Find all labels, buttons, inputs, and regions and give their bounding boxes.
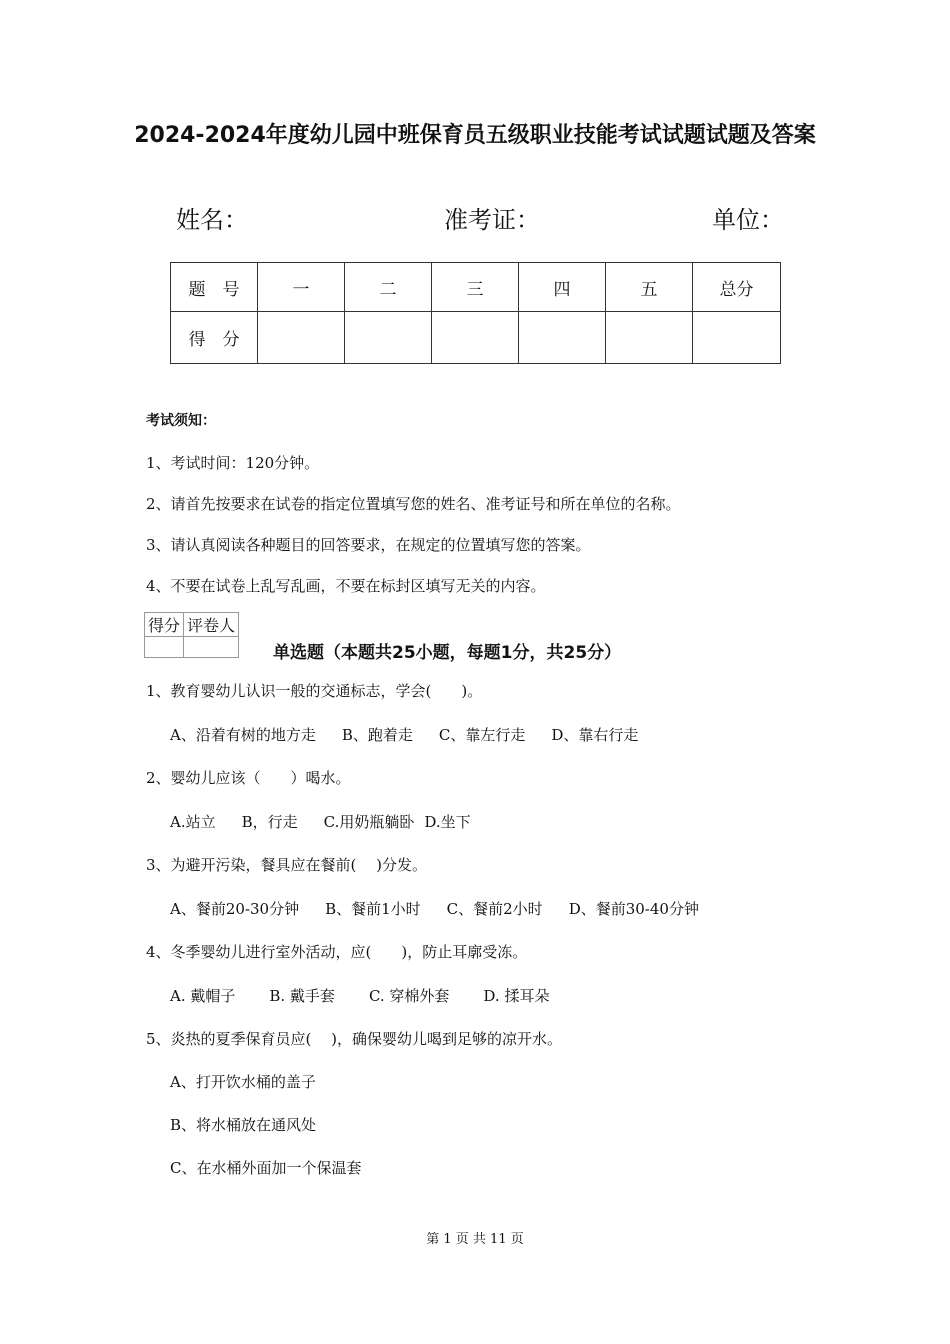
score-entry-cell[interactable]	[258, 312, 345, 364]
notice-item: 2、请首先按要求在试卷的指定位置填写您的姓名、准考证号和所在单位的名称。	[146, 495, 681, 513]
option-b[interactable]: B，行走	[241, 813, 298, 831]
grader-name-cell[interactable]	[184, 637, 239, 658]
score-table-header-row	[171, 263, 781, 312]
option-c[interactable]: C、在水桶外面加一个保温套	[170, 1159, 362, 1177]
option-a[interactable]: A、沿着有树的地方走	[170, 726, 316, 744]
score-entry-cell[interactable]	[693, 312, 781, 364]
grader-name-label: 评卷人	[184, 613, 239, 637]
notice-item: 1、考试时间：120分钟。	[146, 454, 320, 472]
score-cell-label: 题 号	[171, 263, 258, 312]
score-entry-cell[interactable]	[606, 312, 693, 364]
unit-field-label: 单位：	[712, 206, 784, 234]
document-title: 2024-2024年度幼儿园中班保育员五级职业技能考试试题试题及答案	[134, 123, 816, 148]
option-d[interactable]: D、靠右行走	[551, 726, 639, 744]
notice-item: 3、请认真阅读各种题目的回答要求，在规定的位置填写您的答案。	[146, 536, 591, 554]
question-text: 1、教育婴幼儿认识一般的交通标志，学会( )。	[146, 682, 483, 700]
grader-table	[144, 612, 239, 658]
section-title: 单选题（本题共25小题，每题1分，共25分）	[273, 643, 622, 663]
option-d[interactable]: D. 揉耳朵	[483, 987, 550, 1005]
exam-id-field-label: 准考证：	[444, 206, 540, 234]
score-table-score-row	[171, 312, 781, 364]
option-b[interactable]: B. 戴手套	[269, 987, 335, 1005]
option-a[interactable]: A、餐前20-30分钟	[170, 900, 300, 918]
score-cell-header: 四	[519, 263, 606, 312]
score-entry-cell[interactable]	[519, 312, 606, 364]
option-a[interactable]: A. 戴帽子	[170, 987, 236, 1005]
score-entry-cell[interactable]	[345, 312, 432, 364]
score-cell-header: 五	[606, 263, 693, 312]
option-b[interactable]: B、餐前1小时	[325, 900, 421, 918]
option-c[interactable]: C.用奶瓶躺卧	[323, 813, 415, 831]
notice-item: 4、不要在试卷上乱写乱画，不要在标封区填写无关的内容。	[146, 577, 546, 595]
option-b[interactable]: B、跑着走	[341, 726, 413, 744]
option-c[interactable]: C、餐前2小时	[446, 900, 543, 918]
candidate-fields	[0, 200, 950, 240]
option-d[interactable]: D、餐前30-40分钟	[568, 900, 699, 918]
question-options	[170, 724, 638, 745]
question-text: 4、冬季婴幼儿进行室外活动，应( )，防止耳廓受冻。	[146, 943, 528, 961]
score-entry-cell[interactable]	[432, 312, 519, 364]
question-options	[170, 811, 471, 832]
score-table	[170, 262, 781, 364]
question-text: 3、为避开污染，餐具应在餐前( )分发。	[146, 856, 428, 874]
option-c[interactable]: C. 穿棉外套	[368, 987, 450, 1005]
score-cell-header: 三	[432, 263, 519, 312]
option-a[interactable]: A.站立	[170, 813, 216, 831]
question-options	[170, 985, 549, 1006]
score-cell-header: 二	[345, 263, 432, 312]
page-footer: 第 1 页 共 11 页	[426, 1232, 524, 1247]
option-d[interactable]: D.坐下	[424, 813, 471, 831]
score-cell-header: 总分	[693, 263, 781, 312]
question-text: 5、炎热的夏季保育员应( )，确保婴幼儿喝到足够的凉开水。	[146, 1030, 563, 1048]
option-b[interactable]: B、将水桶放在通风处	[170, 1116, 317, 1134]
score-cell-header: 一	[258, 263, 345, 312]
option-c[interactable]: C、靠左行走	[438, 726, 526, 744]
question-options	[170, 898, 699, 919]
option-a[interactable]: A、打开饮水桶的盖子	[170, 1073, 316, 1091]
notice-heading: 考试须知：	[146, 413, 216, 429]
grader-score-label: 得分	[145, 613, 184, 637]
score-row-label: 得 分	[171, 312, 258, 364]
grader-score-cell[interactable]	[145, 637, 184, 658]
question-text: 2、婴幼儿应该（ ）喝水。	[146, 769, 351, 787]
name-field-label: 姓名：	[176, 206, 248, 234]
